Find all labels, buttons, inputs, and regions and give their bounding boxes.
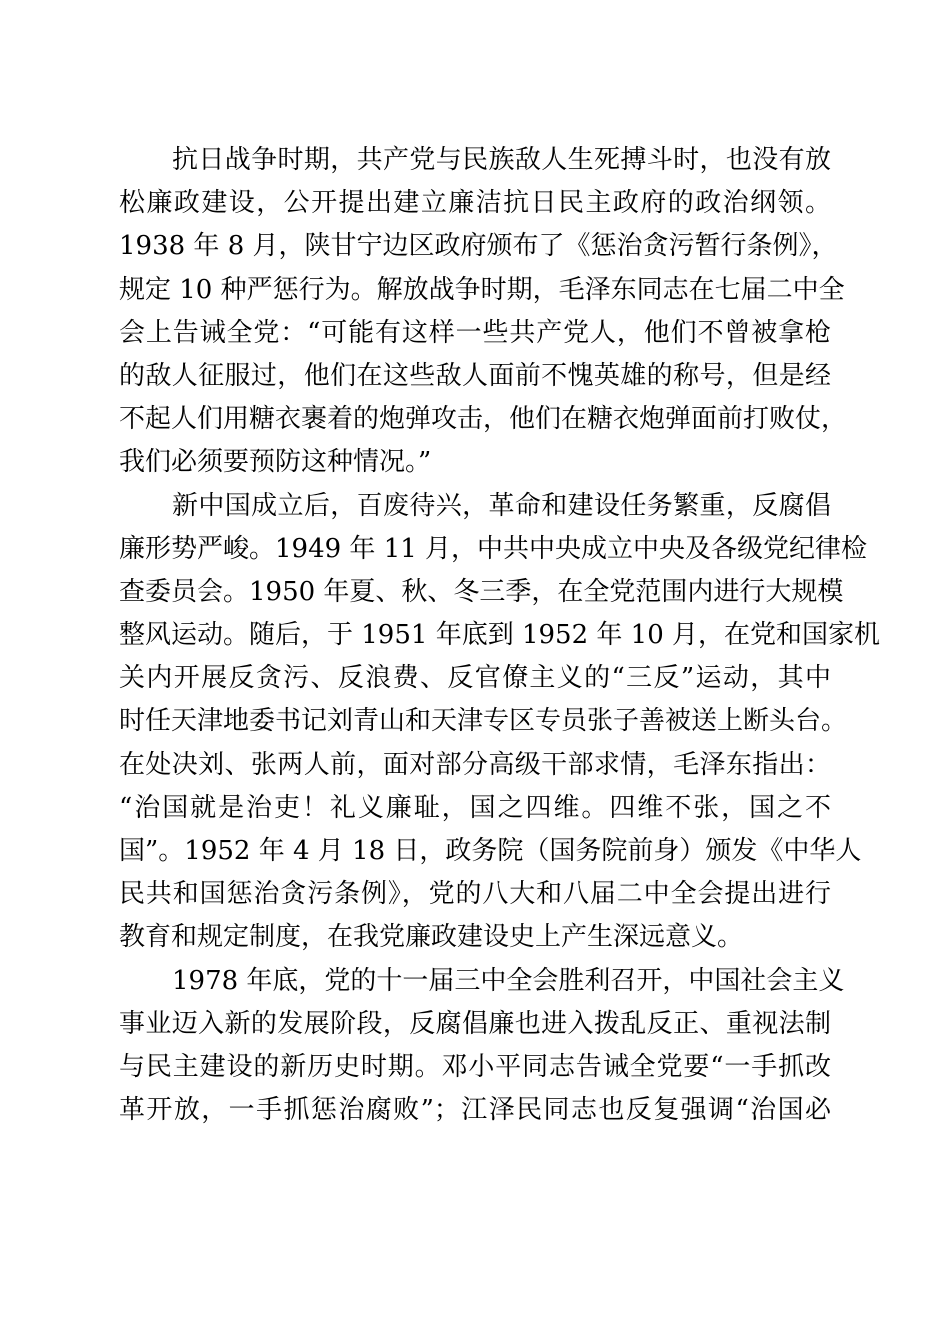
document-body (119, 139, 881, 1132)
text-line: 国”。1952 年 4 月 18 日，政务院（国务院前身）颁发《中华人 (119, 836, 862, 866)
text-line: 时任天津地委书记刘青山和天津专区专员张子善被送上断头台。 (119, 706, 848, 737)
text-line: 规定 10 种严惩行为。解放战争时期，毛泽东同志在七届二中全 (119, 274, 845, 305)
text-line: 抗日战争时期，共产党与民族敌人生死搏斗时，也没有放 (172, 145, 831, 175)
text-line: 教育和规定制度，在我党廉政建设史上产生深远意义。 (119, 922, 744, 953)
text-line: “治国就是治吏！礼义廉耻，国之四维。四维不张，国之不 (119, 792, 831, 823)
text-line: 新中国成立后，百废待兴，革命和建设任务繁重，反腐倡 (172, 490, 831, 521)
text-line: 查委员会。1950 年夏、秋、冬三季，在全党范围内进行大规模 (119, 576, 844, 607)
text-line: 不起人们用糖衣裹着的炮弹攻击，他们在糖衣炮弹面前打败仗， (119, 404, 848, 435)
text-line: 民共和国惩治贪污条例》，党的八大和八届二中全会提出进行 (119, 879, 831, 910)
text-line: 关内开展反贪污、反浪费、反官僚主义的“三反”运动，其中 (119, 663, 831, 694)
text-line: 在处决刘、张两人前，面对部分高级干部求情，毛泽东指出： (119, 749, 831, 780)
paragraph-3 (119, 960, 845, 1133)
text-line: 1978 年底，党的十一届三中全会胜利召开，中国社会主义 (172, 965, 845, 996)
paragraph-1 (119, 139, 848, 485)
text-line: 松廉政建设，公开提出建立廉洁抗日民主政府的政治纲领。 (119, 188, 831, 219)
text-line: 廉形势严峻。1949 年 11 月，中共中央成立中央及各级党纪律检 (119, 533, 868, 564)
text-line: 我们必须要预防这种情况。” (119, 447, 432, 478)
paragraph-2 (119, 485, 881, 960)
text-line: 1938 年 8 月，陕甘宁边区政府颁布了《惩治贪污暂行条例》， (119, 231, 838, 262)
text-line: 会上告诫全党：“可能有这样一些共产党人，他们不曾被拿枪 (119, 317, 831, 348)
text-line: 与民主建设的新历史时期。邓小平同志告诫全党要“一手抓改 (119, 1051, 831, 1082)
text-line: 整风运动。随后，于 1951 年底到 1952 年 10 月，在党和国家机 (119, 620, 881, 651)
text-line: 的敌人征服过，他们在这些敌人面前不愧英雄的称号，但是经 (119, 360, 831, 391)
text-line: 事业迈入新的发展阶段，反腐倡廉也进入拨乱反正、重视法制 (119, 1008, 831, 1039)
text-line: 革开放，一手抓惩治腐败”；江泽民同志也反复强调“治国必 (119, 1095, 831, 1126)
